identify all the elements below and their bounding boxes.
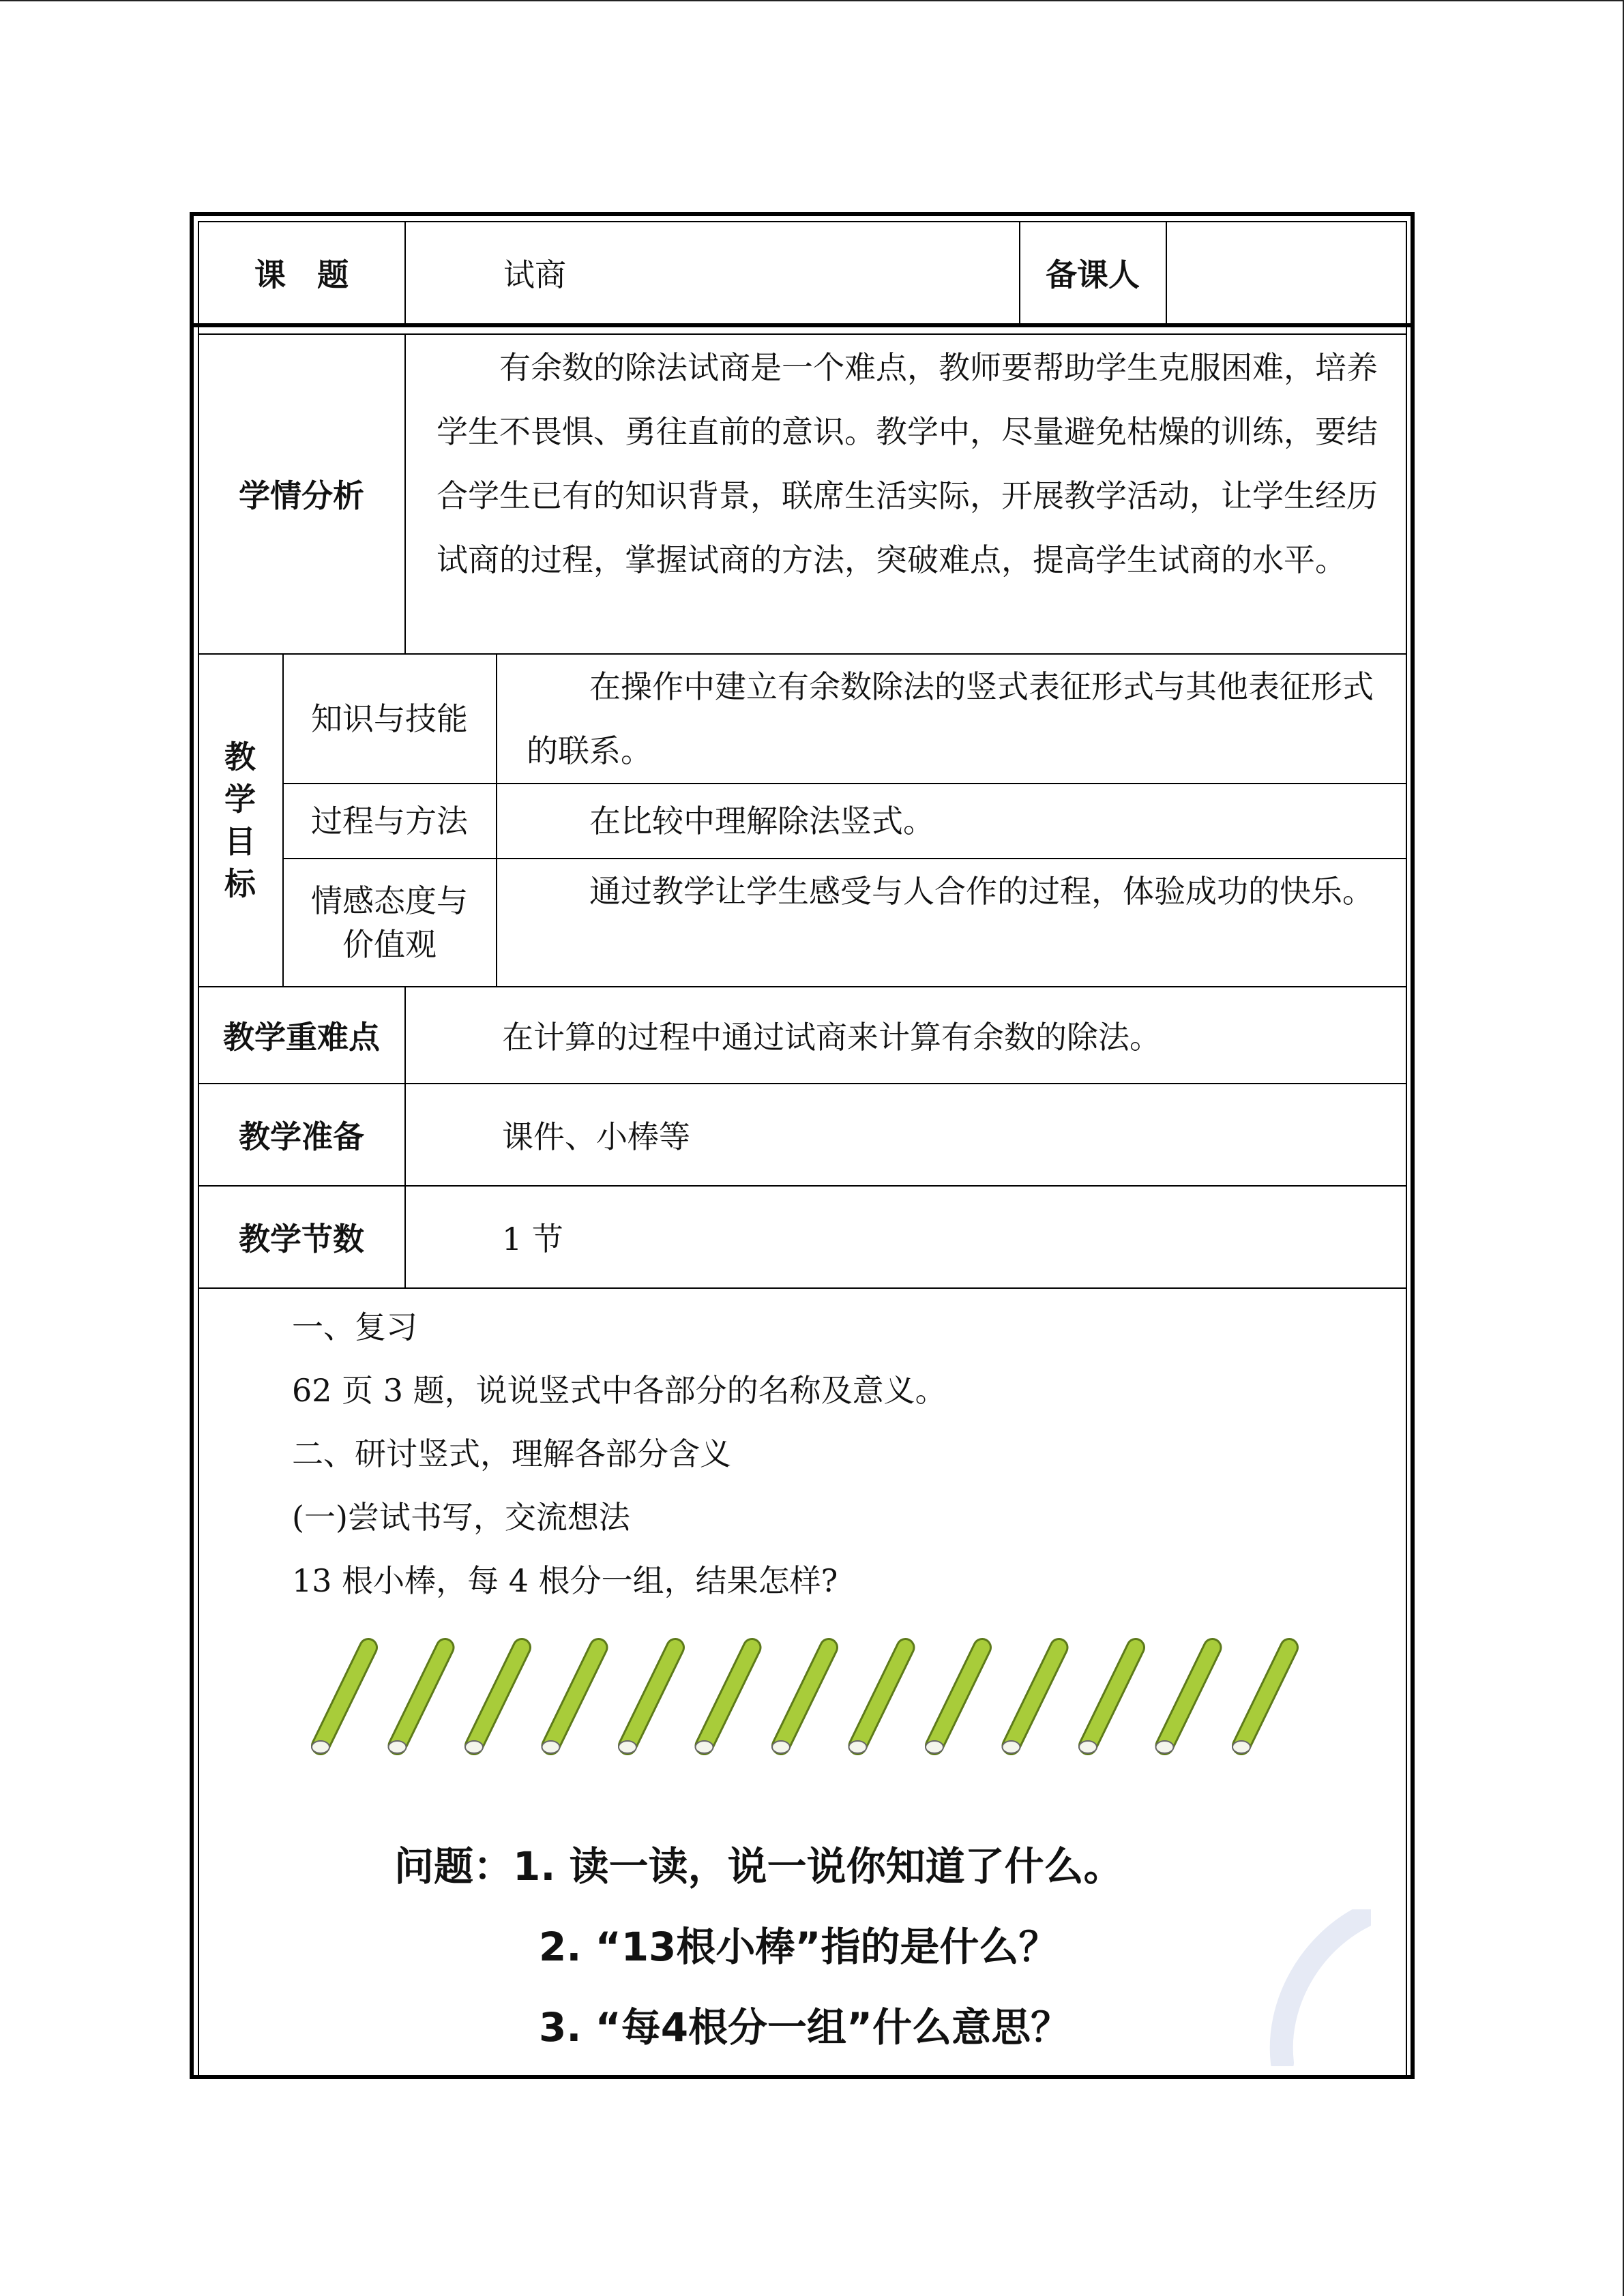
stick [849, 1648, 906, 1753]
analysis-text: 有余数的除法试商是一个难点，教师要帮助学生克服困难，培养学生不畏惧、勇往直前的意识。教学中，尽量避免枯燥的训练，要结合学生已有的知识背景，联席生活实际，开展教学活动，让学生经历试商的过程，掌握试商的方法，突破难点，提高学生试商的水平。 [437, 349, 1378, 578]
goal-knowledge-label: 知识与技能 [311, 700, 468, 737]
stick [542, 1648, 599, 1753]
page-top-rule [0, 0, 1624, 1]
question-3: 3. “每4根分一组”什么意思？ [539, 2004, 1071, 2051]
periods-label: 教学节数 [239, 1221, 364, 1257]
goal-attitude-label: 情感态度与价值观 [311, 882, 468, 963]
goal-process-label: 过程与方法 [311, 803, 468, 839]
analysis-col-rule [404, 334, 406, 654]
watermark-swoosh [1262, 1909, 1371, 2066]
goal-attitude-text: 通过教学让学生感受与人合作的过程，体验成功的快乐。 [589, 873, 1374, 910]
goal-knowledge-text: 在操作中建立有余数除法的竖式表征形式与其他表征形式的联系。 [527, 668, 1374, 769]
stick [312, 1648, 368, 1753]
goals-label-char: 目 [224, 823, 256, 860]
process-line: (一)尝试书写，交流想法 [292, 1499, 630, 1536]
topic-value: 试商 [503, 256, 566, 293]
header-col-rule-1 [404, 222, 406, 325]
goals-label-char: 标 [224, 865, 256, 902]
periods-bottom-rule [198, 1287, 1407, 1289]
question-1: 问题：1. 读一读，说一说你知道了什么。 [394, 1843, 1123, 1890]
stick [926, 1648, 982, 1753]
process-line: 二、研讨竖式，理解各部分含义 [292, 1435, 731, 1472]
periods-text: 1 节 [502, 1221, 563, 1257]
goal-process-text: 在比较中理解除法竖式。 [589, 803, 934, 839]
sticks-illustration [300, 1637, 1323, 1766]
preparer-label: 备课人 [1046, 256, 1140, 293]
process-line: 一、复习 [292, 1309, 417, 1345]
process-line: 13 根小棒，每 4 根分一组，结果怎样? [292, 1562, 838, 1599]
preparation-text: 课件、小棒等 [502, 1118, 690, 1155]
preparation-label: 教学准备 [239, 1118, 364, 1155]
keypoints-text: 在计算的过程中通过试商来计算有余数的除法。 [502, 1019, 1161, 1056]
question-2: 2. “13根小棒”指的是什么？ [539, 1924, 1059, 1970]
goals-col-rule-2 [496, 654, 497, 987]
goals-label-char: 教 [224, 739, 256, 775]
header-divider [190, 323, 1415, 327]
stick [619, 1648, 675, 1753]
stick [1079, 1648, 1136, 1753]
info-col-rule [404, 987, 406, 1288]
stick [772, 1648, 829, 1753]
process-line: 62 页 3 题，说说竖式中各部分的名称及意义。 [292, 1372, 947, 1409]
stick [1232, 1648, 1289, 1753]
analysis-label: 学情分析 [239, 477, 364, 514]
stick [1003, 1648, 1059, 1753]
stick [465, 1648, 522, 1753]
stick [1156, 1648, 1213, 1753]
topic-label: 课 题 [254, 256, 349, 293]
preparer-value [1167, 222, 1406, 323]
stick [389, 1648, 445, 1753]
keypoints-label: 教学重难点 [223, 1019, 380, 1056]
goals-label-char: 学 [224, 781, 256, 818]
stick [696, 1648, 752, 1753]
